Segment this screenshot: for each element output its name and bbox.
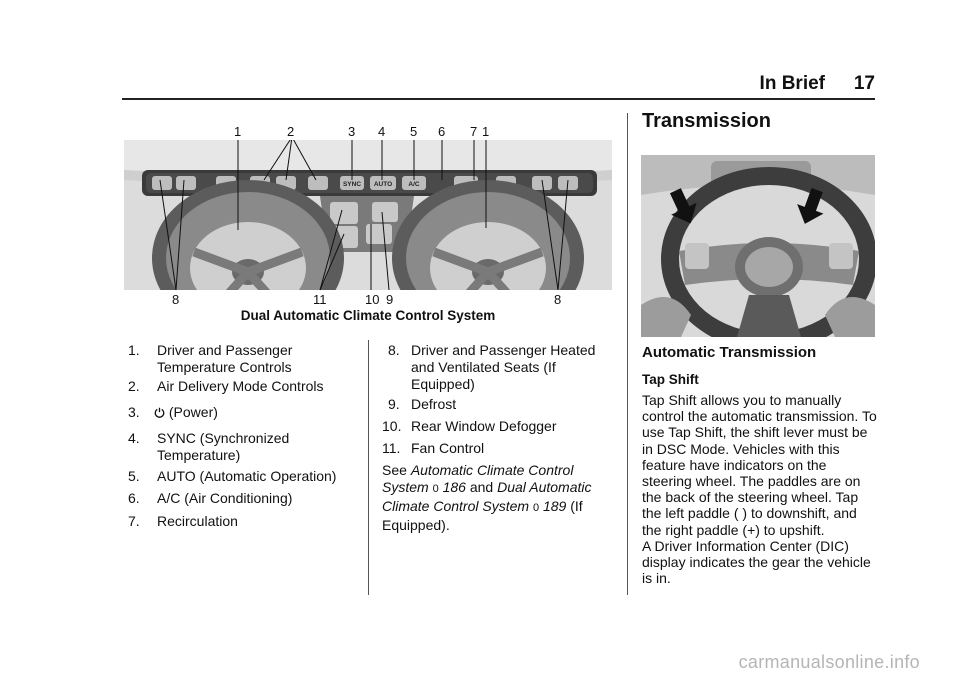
callout-top-2: 2: [287, 124, 295, 139]
callout-top-1: 1: [234, 124, 242, 139]
list-item-text: Rear Window Defogger: [411, 418, 557, 434]
callout-top-7: 7: [470, 124, 478, 139]
steering-wheel-figure: [641, 155, 875, 337]
subsubsection-title: Tap Shift: [642, 372, 699, 387]
list-item-text: Defrost: [411, 396, 457, 412]
callout-top-4: 4: [378, 124, 386, 139]
xref-page-1[interactable]: 186: [442, 479, 466, 495]
auto-button-label: AUTO: [373, 181, 393, 188]
power-icon: [154, 407, 165, 418]
column-divider: [627, 113, 628, 595]
subsection-title: Automatic Transmission: [642, 344, 817, 361]
list-item-number: 10.: [382, 418, 402, 434]
list-item-number: 6.: [128, 490, 140, 506]
see-also-paragraph: See Automatic Climate Control System 0 186 and Dual Automatic Climate Control System 0 189 (If Equipped).: [382, 462, 592, 533]
list-item-number: 11.: [382, 440, 401, 456]
callout-bottom-8b: 8: [554, 292, 562, 307]
climate-control-figure: [124, 140, 612, 310]
list-item-text: Fan Control: [411, 440, 485, 456]
callout-top-5: 5: [410, 124, 418, 139]
list-item-text: AUTO (Automatic Operation): [157, 468, 337, 484]
list-item-text: Driver and Passenger Temperature Controls: [157, 342, 293, 375]
body-paragraph: A Driver Information Center (DIC) display indicates the gear the vehicle is in.: [642, 537, 871, 587]
callout-bottom-10: 10: [365, 292, 380, 307]
xref-arrow-icon: 0: [432, 483, 439, 495]
xref-link-2[interactable]: Dual Automatic Climate Control System: [382, 479, 592, 514]
callout-bottom-11: 11: [313, 292, 327, 307]
section-header: In Brief: [759, 73, 825, 94]
column-divider: [368, 340, 369, 595]
list-item-text: Driver and Passenger Heated and Ventilated Seats (If Equipped): [411, 342, 596, 392]
xref-arrow-icon: 0: [532, 502, 540, 514]
list-item-number: 2.: [128, 378, 140, 394]
list-item-number: 4.: [128, 430, 140, 446]
callout-bottom-9: 9: [386, 292, 394, 307]
callout-bottom-8: 8: [172, 292, 180, 307]
callout-top-3: 3: [348, 124, 356, 139]
list-item-text: (Power): [168, 404, 218, 420]
page-number: 17: [853, 73, 875, 94]
list-item-text: SYNC (Synchronized Temperature): [157, 430, 290, 463]
list-item-text: Recirculation: [157, 513, 238, 529]
callout-top-6: 6: [438, 124, 446, 139]
watermark: carmanualsonline.info: [738, 652, 920, 672]
list-item-text: Air Delivery Mode Controls: [157, 378, 324, 394]
callout-top-1b: 1: [482, 124, 490, 139]
section-title: Transmission: [642, 110, 771, 132]
xref-page-2[interactable]: 189: [542, 498, 567, 514]
list-item-number: 3.: [128, 404, 140, 420]
sync-button-label: SYNC: [342, 181, 362, 188]
list-item-number: 7.: [128, 513, 140, 529]
ac-button-label: A/C: [408, 181, 420, 188]
body-paragraph: Tap Shift allows you to manually control the automatic transmission. To use Tap Shift, the shift lever must be in DSC Mode. Vehicles with this feature have indicators on the steering wheel. The paddles are on the back of the steering wheel. Tap the left paddle ( ) to downshift, and the right paddle (+) to upshift.: [642, 392, 877, 538]
xref-link-1[interactable]: Automatic Climate Control System: [382, 462, 574, 495]
header-rule: [122, 98, 875, 100]
figure-caption: Dual Automatic Climate Control System: [240, 308, 496, 323]
list-item-number: 8.: [388, 342, 400, 358]
list-item-text: A/C (Air Conditioning): [157, 490, 293, 506]
list-item-number: 1.: [128, 342, 140, 358]
tap-shift-body: [642, 392, 878, 586]
list-item-number: 9.: [388, 396, 400, 412]
list-item-number: 5.: [128, 468, 140, 484]
